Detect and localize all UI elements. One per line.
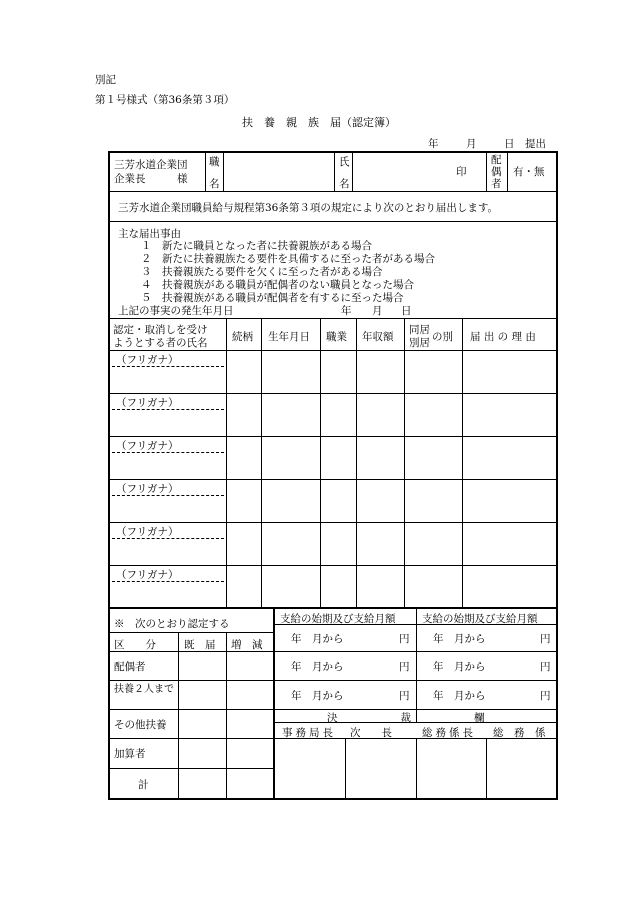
approval-col-staff: 総 務 係 [493, 727, 546, 739]
shi-label-top: 氏 [339, 156, 350, 168]
period-from: 年 月から [291, 661, 344, 673]
position-field[interactable] [224, 153, 333, 190]
row-total: 計 [138, 779, 149, 791]
occurrence-year: 年 [341, 305, 352, 317]
reason-2: ２ 新たに扶養親族たる要件を具備するに至った者がある場合 [141, 253, 435, 265]
row-other-dependents: その他扶養 [114, 719, 167, 731]
head-kitodoke: 既 届 [184, 639, 216, 651]
period-header-1: 支給の始期及び支給月額 [280, 613, 396, 625]
spouse-label-3: 者 [491, 178, 502, 190]
appendix-label: 別記 [95, 74, 116, 86]
addressee: 企業長 様 [114, 173, 188, 185]
row-two-dependents: 扶養２人まで [114, 684, 174, 695]
statement-text: 三芳水道企業団職員給与規程第36条第３項の規定により次のとおり届出します。 [118, 202, 499, 214]
furigana-label: （フリガナ） [116, 483, 179, 495]
period-yen: 円 [540, 633, 551, 645]
period-from: 年 月から [433, 633, 486, 645]
approval-col-deputy: 次 長 [350, 727, 392, 739]
shoku-label-top: 職 [209, 156, 220, 168]
row-additional: 加算者 [114, 748, 146, 760]
col-job: 職業 [326, 331, 347, 343]
col-relation: 続柄 [232, 331, 253, 343]
col-living-3: の別 [432, 331, 453, 343]
period-yen: 円 [540, 661, 551, 673]
head-zougen: 増 減 [231, 639, 263, 651]
date-year: 年 [428, 138, 439, 150]
shi-label-bottom: 名 [339, 178, 350, 190]
period-header-2: 支給の始期及び支給月額 [422, 613, 538, 625]
period-yen: 円 [399, 690, 410, 702]
period-from: 年 月から [291, 690, 344, 702]
approval-seal-deputy[interactable] [346, 740, 415, 797]
date-day: 日 [504, 138, 515, 150]
period-from: 年 月から [433, 690, 486, 702]
occurrence-day: 日 [401, 305, 412, 317]
furigana-label: （フリガナ） [116, 354, 179, 366]
date-submit: 提出 [525, 138, 546, 150]
period-yen: 円 [399, 661, 410, 673]
col-living-1: 同居 [409, 324, 430, 336]
col-birth: 生年月日 [268, 331, 310, 343]
col-living-2: 別居 [409, 337, 430, 349]
shoku-label-bottom: 名 [209, 178, 220, 190]
occurrence-month: 月 [372, 305, 383, 317]
approval-seal-staff[interactable] [487, 740, 555, 797]
approval-col-director: 事務局長 [282, 727, 336, 739]
spouse-value[interactable]: 有・無 [513, 166, 545, 178]
col-name-line1: 認定・取消しを受け [113, 324, 208, 336]
org-name: 三芳水道企業団 [114, 159, 188, 171]
approval-seal-director[interactable] [275, 740, 344, 797]
row-spouse: 配偶者 [114, 661, 146, 673]
furigana-label: （フリガナ） [116, 526, 179, 538]
approval-seal-chief[interactable] [417, 740, 485, 797]
approval-heading: 決 裁 欄 [327, 712, 485, 724]
period-yen: 円 [540, 690, 551, 702]
reason-1: １ 新たに職員となった者に扶養親族がある場合 [141, 240, 372, 252]
form-number: 第１号様式（第36条第３項） [95, 94, 235, 106]
certify-note: ※ 次のとおり認定する [114, 618, 230, 630]
seal-mark: 印 [456, 166, 467, 178]
furigana-label: （フリガナ） [116, 569, 179, 581]
reason-3: ３ 扶養親族たる要件を欠くに至った者がある場合 [141, 266, 383, 278]
furigana-label: （フリガナ） [116, 397, 179, 409]
head-kubun: 区 分 [114, 639, 156, 651]
period-from: 年 月から [433, 661, 486, 673]
approval-col-chief: 総務係長 [422, 727, 476, 739]
spouse-label-2: 偶 [491, 166, 502, 178]
reasons-heading: 主な届出事由 [118, 228, 181, 240]
col-reason: 届 出 の 理 由 [470, 331, 536, 343]
furigana-label: （フリガナ） [116, 440, 179, 452]
spouse-label-1: 配 [491, 154, 502, 166]
period-yen: 円 [399, 633, 410, 645]
occurrence-label: 上記の事実の発生年月日 [118, 305, 234, 317]
col-income: 年収額 [362, 331, 394, 343]
form-title: 扶 養 親 族 届（認定簿） [242, 116, 396, 129]
reason-4: ４ 扶養親族がある職員が配偶者のない職員となった場合 [141, 279, 414, 291]
date-month: 月 [466, 138, 477, 150]
reason-5: ５ 扶養親族がある職員が配偶者を有するに至った場合 [141, 292, 404, 304]
col-name-line2: ようとする者の氏名 [113, 337, 208, 349]
period-from: 年 月から [291, 633, 344, 645]
